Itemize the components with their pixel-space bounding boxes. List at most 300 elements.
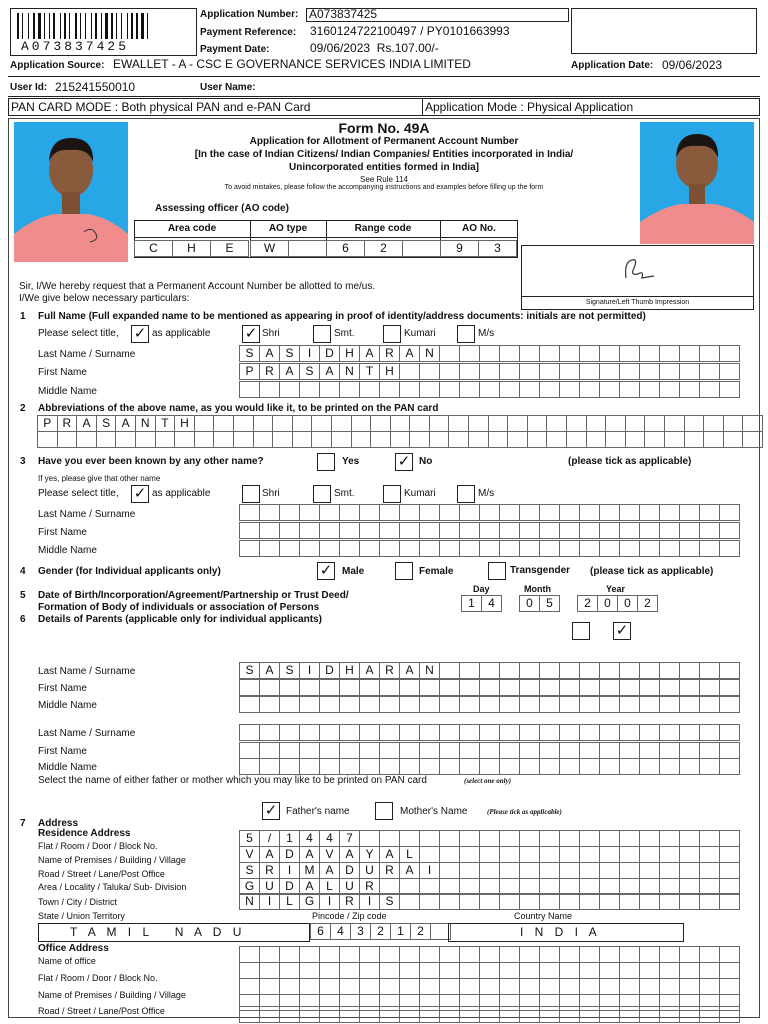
- range-code-cells[interactable]: [327, 240, 441, 257]
- char-cell[interactable]: [659, 846, 680, 863]
- char-cell[interactable]: [439, 893, 460, 910]
- char-cell[interactable]: [399, 1006, 420, 1023]
- char-cell[interactable]: [272, 415, 293, 432]
- char-cell[interactable]: [699, 696, 720, 713]
- char-cell[interactable]: [659, 742, 680, 759]
- char-cell[interactable]: [279, 742, 300, 759]
- char-cell[interactable]: A: [259, 662, 280, 679]
- char-cell[interactable]: [659, 540, 680, 557]
- s3-smt-checkbox[interactable]: [313, 485, 331, 503]
- char-cell[interactable]: [37, 431, 58, 448]
- char-cell[interactable]: A: [399, 862, 420, 879]
- char-cell[interactable]: [459, 662, 480, 679]
- char-cell[interactable]: [499, 522, 520, 539]
- char-cell[interactable]: [527, 415, 548, 432]
- char-cell[interactable]: [679, 724, 700, 741]
- char-cell[interactable]: 1: [390, 923, 411, 940]
- char-cell[interactable]: [239, 1006, 260, 1023]
- char-cell[interactable]: [479, 662, 500, 679]
- char-cell[interactable]: [239, 946, 260, 963]
- char-cell[interactable]: [579, 962, 600, 979]
- char-cell[interactable]: [559, 962, 580, 979]
- s3-shri-checkbox[interactable]: [242, 485, 260, 503]
- char-cell[interactable]: S: [299, 363, 320, 380]
- char-cell[interactable]: [579, 679, 600, 696]
- char-cell[interactable]: [499, 363, 520, 380]
- s3-ms-checkbox[interactable]: [457, 485, 475, 503]
- char-cell[interactable]: [559, 540, 580, 557]
- char-cell[interactable]: [619, 978, 640, 995]
- s3-kumari-checkbox[interactable]: [383, 485, 401, 503]
- char-cell[interactable]: [639, 662, 660, 679]
- char-cell[interactable]: [605, 431, 626, 448]
- s2-abbr-row1[interactable]: [38, 415, 763, 432]
- char-cell[interactable]: [379, 696, 400, 713]
- char-cell[interactable]: L: [319, 878, 340, 895]
- char-cell[interactable]: [499, 1006, 520, 1023]
- char-cell[interactable]: [699, 742, 720, 759]
- s3-last-cells[interactable]: [240, 504, 740, 521]
- char-cell[interactable]: [479, 830, 500, 847]
- char-cell[interactable]: [299, 381, 320, 398]
- char-cell[interactable]: [272, 431, 293, 448]
- s5-month-cells[interactable]: [520, 595, 560, 612]
- char-cell[interactable]: [439, 381, 460, 398]
- char-cell[interactable]: [279, 758, 300, 775]
- char-cell[interactable]: T: [359, 363, 380, 380]
- char-cell[interactable]: P: [37, 415, 58, 432]
- char-cell[interactable]: [279, 381, 300, 398]
- char-cell[interactable]: [599, 679, 620, 696]
- char-cell[interactable]: [659, 978, 680, 995]
- char-cell[interactable]: [559, 846, 580, 863]
- char-cell[interactable]: [579, 893, 600, 910]
- char-cell[interactable]: [719, 758, 740, 775]
- char-cell[interactable]: [659, 1006, 680, 1023]
- char-cell[interactable]: [539, 724, 560, 741]
- char-cell[interactable]: [419, 893, 440, 910]
- char-cell[interactable]: A: [399, 662, 420, 679]
- char-cell[interactable]: [479, 846, 500, 863]
- char-cell[interactable]: H: [379, 363, 400, 380]
- char-cell[interactable]: [499, 540, 520, 557]
- char-cell[interactable]: [639, 522, 660, 539]
- char-cell[interactable]: [619, 946, 640, 963]
- char-cell[interactable]: D: [319, 662, 340, 679]
- char-cell[interactable]: [259, 504, 280, 521]
- char-cell[interactable]: [539, 504, 560, 521]
- char-cell[interactable]: [239, 522, 260, 539]
- char-cell[interactable]: [399, 978, 420, 995]
- char-cell[interactable]: [719, 696, 740, 713]
- s3-first-cells[interactable]: [240, 522, 740, 539]
- char-cell[interactable]: [359, 962, 380, 979]
- char-cell[interactable]: [419, 504, 440, 521]
- char-cell[interactable]: [586, 431, 607, 448]
- char-cell[interactable]: [359, 742, 380, 759]
- char-cell[interactable]: [299, 504, 320, 521]
- char-cell[interactable]: V: [239, 846, 260, 863]
- char-cell[interactable]: [479, 978, 500, 995]
- char-cell[interactable]: [499, 978, 520, 995]
- char-cell[interactable]: [319, 504, 340, 521]
- char-cell[interactable]: [351, 431, 372, 448]
- ao-type-cells[interactable]: [251, 240, 327, 257]
- char-cell[interactable]: [659, 862, 680, 879]
- char-cell[interactable]: [419, 1006, 440, 1023]
- char-cell[interactable]: [233, 431, 254, 448]
- char-cell[interactable]: [299, 1006, 320, 1023]
- char-cell[interactable]: [699, 846, 720, 863]
- char-cell[interactable]: [279, 962, 300, 979]
- s1-middle-cells[interactable]: [240, 381, 740, 398]
- char-cell[interactable]: [439, 504, 460, 521]
- s7-office-name-row1[interactable]: [240, 946, 740, 963]
- char-cell[interactable]: [499, 830, 520, 847]
- char-cell[interactable]: [459, 679, 480, 696]
- char-cell[interactable]: [519, 363, 540, 380]
- char-cell[interactable]: [599, 1006, 620, 1023]
- char-cell[interactable]: [57, 431, 78, 448]
- char-cell[interactable]: [339, 758, 360, 775]
- char-cell[interactable]: [359, 830, 380, 847]
- char-cell[interactable]: [599, 662, 620, 679]
- s1-first-cells[interactable]: [240, 363, 740, 380]
- char-cell[interactable]: [519, 758, 540, 775]
- char-cell[interactable]: [664, 431, 685, 448]
- char-cell[interactable]: 2: [410, 923, 431, 940]
- char-cell[interactable]: [499, 893, 520, 910]
- char-cell[interactable]: S: [379, 893, 400, 910]
- char-cell[interactable]: I: [359, 893, 380, 910]
- char-cell[interactable]: [194, 415, 215, 432]
- s4-transgender-checkbox[interactable]: [488, 562, 506, 580]
- char-cell[interactable]: [439, 846, 460, 863]
- char-cell[interactable]: [579, 830, 600, 847]
- char-cell[interactable]: [468, 431, 489, 448]
- char-cell[interactable]: U: [339, 878, 360, 895]
- char-cell[interactable]: [339, 742, 360, 759]
- char-cell[interactable]: [279, 1006, 300, 1023]
- char-cell[interactable]: [419, 946, 440, 963]
- char-cell[interactable]: H: [339, 662, 360, 679]
- char-cell[interactable]: [579, 862, 600, 879]
- char-cell[interactable]: [499, 724, 520, 741]
- char-cell[interactable]: [439, 946, 460, 963]
- char-cell[interactable]: [659, 830, 680, 847]
- char-cell[interactable]: N: [239, 893, 260, 910]
- char-cell[interactable]: [539, 893, 560, 910]
- char-cell[interactable]: R: [359, 878, 380, 895]
- char-cell[interactable]: [579, 696, 600, 713]
- char-cell[interactable]: [559, 758, 580, 775]
- char-cell[interactable]: [639, 679, 660, 696]
- char-cell[interactable]: [579, 758, 600, 775]
- char-cell[interactable]: [519, 522, 540, 539]
- char-cell[interactable]: [539, 742, 560, 759]
- char-cell[interactable]: U: [259, 878, 280, 895]
- char-cell[interactable]: [659, 724, 680, 741]
- char-cell[interactable]: [459, 978, 480, 995]
- char-cell[interactable]: [239, 381, 260, 398]
- char-cell[interactable]: [439, 962, 460, 979]
- char-cell[interactable]: [699, 946, 720, 963]
- char-cell[interactable]: [419, 742, 440, 759]
- char-cell[interactable]: [699, 522, 720, 539]
- char-cell[interactable]: [419, 978, 440, 995]
- char-cell[interactable]: [719, 978, 740, 995]
- char-cell[interactable]: [579, 504, 600, 521]
- char-cell[interactable]: S: [239, 345, 260, 362]
- char-cell[interactable]: I: [299, 662, 320, 679]
- char-cell[interactable]: [96, 431, 117, 448]
- char-cell[interactable]: [519, 893, 540, 910]
- char-cell[interactable]: S: [96, 415, 117, 432]
- char-cell[interactable]: [559, 862, 580, 879]
- char-cell[interactable]: [359, 946, 380, 963]
- char-cell[interactable]: [619, 962, 640, 979]
- char-cell[interactable]: [539, 862, 560, 879]
- char-cell[interactable]: [319, 522, 340, 539]
- char-cell[interactable]: A: [319, 862, 340, 879]
- char-cell[interactable]: [699, 1006, 720, 1023]
- char-cell[interactable]: [319, 540, 340, 557]
- char-cell[interactable]: [379, 962, 400, 979]
- char-cell[interactable]: [399, 522, 420, 539]
- char-cell[interactable]: [155, 431, 176, 448]
- char-cell[interactable]: [379, 381, 400, 398]
- char-cell[interactable]: [399, 962, 420, 979]
- char-cell[interactable]: [625, 415, 646, 432]
- char-cell[interactable]: [459, 742, 480, 759]
- char-cell[interactable]: [299, 946, 320, 963]
- char-cell[interactable]: [479, 381, 500, 398]
- char-cell[interactable]: [459, 345, 480, 362]
- char-cell[interactable]: [519, 846, 540, 863]
- char-cell[interactable]: [719, 742, 740, 759]
- char-cell[interactable]: 0: [597, 595, 618, 612]
- char-cell[interactable]: [359, 978, 380, 995]
- char-cell[interactable]: [259, 742, 280, 759]
- char-cell[interactable]: [699, 893, 720, 910]
- char-cell[interactable]: N: [419, 662, 440, 679]
- char-cell[interactable]: 6: [326, 240, 365, 257]
- char-cell[interactable]: A: [299, 878, 320, 895]
- char-cell[interactable]: [499, 679, 520, 696]
- char-cell[interactable]: A: [76, 415, 97, 432]
- char-cell[interactable]: [699, 504, 720, 521]
- char-cell[interactable]: [619, 504, 640, 521]
- char-cell[interactable]: [679, 758, 700, 775]
- char-cell[interactable]: D: [339, 862, 360, 879]
- char-cell[interactable]: [479, 1006, 500, 1023]
- char-cell[interactable]: [429, 431, 450, 448]
- char-cell[interactable]: [259, 1006, 280, 1023]
- char-cell[interactable]: [379, 504, 400, 521]
- char-cell[interactable]: [539, 381, 560, 398]
- char-cell[interactable]: [546, 431, 567, 448]
- char-cell[interactable]: [339, 946, 360, 963]
- char-cell[interactable]: [519, 946, 540, 963]
- char-cell[interactable]: [409, 415, 430, 432]
- char-cell[interactable]: [459, 381, 480, 398]
- char-cell[interactable]: [299, 724, 320, 741]
- area-code-cells[interactable]: [135, 240, 249, 257]
- char-cell[interactable]: [699, 724, 720, 741]
- char-cell[interactable]: [619, 758, 640, 775]
- char-cell[interactable]: [379, 830, 400, 847]
- char-cell[interactable]: [719, 345, 740, 362]
- char-cell[interactable]: [359, 381, 380, 398]
- s4-female-checkbox[interactable]: [395, 562, 413, 580]
- char-cell[interactable]: [599, 540, 620, 557]
- char-cell[interactable]: [679, 962, 700, 979]
- char-cell[interactable]: [579, 1006, 600, 1023]
- char-cell[interactable]: [359, 522, 380, 539]
- s7-office-road-cells[interactable]: [240, 1006, 740, 1023]
- char-cell[interactable]: [239, 696, 260, 713]
- char-cell[interactable]: [527, 431, 548, 448]
- char-cell[interactable]: [539, 758, 560, 775]
- char-cell[interactable]: G: [299, 893, 320, 910]
- char-cell[interactable]: [559, 381, 580, 398]
- char-cell[interactable]: [539, 1006, 560, 1023]
- char-cell[interactable]: [679, 662, 700, 679]
- char-cell[interactable]: [559, 696, 580, 713]
- char-cell[interactable]: [76, 431, 97, 448]
- char-cell[interactable]: [259, 381, 280, 398]
- char-cell[interactable]: S: [239, 662, 260, 679]
- char-cell[interactable]: [311, 431, 332, 448]
- char-cell[interactable]: [399, 696, 420, 713]
- char-cell[interactable]: [439, 758, 460, 775]
- char-cell[interactable]: [379, 724, 400, 741]
- char-cell[interactable]: [719, 363, 740, 380]
- char-cell[interactable]: [679, 504, 700, 521]
- char-cell[interactable]: [479, 758, 500, 775]
- char-cell[interactable]: A: [115, 415, 136, 432]
- char-cell[interactable]: [439, 724, 460, 741]
- char-cell[interactable]: /: [259, 830, 280, 847]
- char-cell[interactable]: [402, 240, 441, 257]
- char-cell[interactable]: [419, 381, 440, 398]
- char-cell[interactable]: [579, 742, 600, 759]
- char-cell[interactable]: E: [210, 240, 249, 257]
- char-cell[interactable]: [539, 696, 560, 713]
- char-cell[interactable]: [279, 540, 300, 557]
- char-cell[interactable]: [253, 431, 274, 448]
- char-cell[interactable]: [659, 893, 680, 910]
- char-cell[interactable]: [299, 540, 320, 557]
- char-cell[interactable]: [459, 946, 480, 963]
- char-cell[interactable]: [579, 540, 600, 557]
- char-cell[interactable]: S: [279, 345, 300, 362]
- char-cell[interactable]: [519, 345, 540, 362]
- char-cell[interactable]: [619, 724, 640, 741]
- char-cell[interactable]: [499, 696, 520, 713]
- char-cell[interactable]: P: [239, 363, 260, 380]
- char-cell[interactable]: [539, 846, 560, 863]
- char-cell[interactable]: [644, 431, 665, 448]
- char-cell[interactable]: 9: [440, 240, 479, 257]
- char-cell[interactable]: [719, 846, 740, 863]
- char-cell[interactable]: [719, 830, 740, 847]
- char-cell[interactable]: [339, 679, 360, 696]
- char-cell[interactable]: U: [359, 862, 380, 879]
- char-cell[interactable]: [479, 540, 500, 557]
- char-cell[interactable]: [719, 1006, 740, 1023]
- char-cell[interactable]: [479, 724, 500, 741]
- char-cell[interactable]: [619, 846, 640, 863]
- s5-day-cells[interactable]: [462, 595, 502, 612]
- char-cell[interactable]: C: [134, 240, 173, 257]
- char-cell[interactable]: [468, 415, 489, 432]
- char-cell[interactable]: [339, 696, 360, 713]
- char-cell[interactable]: [519, 696, 540, 713]
- char-cell[interactable]: [559, 742, 580, 759]
- char-cell[interactable]: [639, 724, 660, 741]
- char-cell[interactable]: T: [155, 415, 176, 432]
- char-cell[interactable]: [619, 862, 640, 879]
- char-cell[interactable]: [679, 522, 700, 539]
- char-cell[interactable]: [499, 381, 520, 398]
- char-cell[interactable]: [719, 540, 740, 557]
- char-cell[interactable]: [539, 946, 560, 963]
- char-cell[interactable]: [679, 742, 700, 759]
- char-cell[interactable]: 5: [539, 595, 560, 612]
- char-cell[interactable]: [239, 978, 260, 995]
- char-cell[interactable]: [619, 540, 640, 557]
- char-cell[interactable]: [699, 830, 720, 847]
- char-cell[interactable]: [399, 381, 420, 398]
- char-cell[interactable]: [499, 504, 520, 521]
- char-cell[interactable]: [639, 830, 660, 847]
- s7-office-name-row2[interactable]: [240, 962, 740, 979]
- char-cell[interactable]: 3: [478, 240, 517, 257]
- char-cell[interactable]: [619, 363, 640, 380]
- char-cell[interactable]: [259, 679, 280, 696]
- char-cell[interactable]: [319, 978, 340, 995]
- char-cell[interactable]: [619, 662, 640, 679]
- char-cell[interactable]: [331, 431, 352, 448]
- char-cell[interactable]: [519, 662, 540, 679]
- char-cell[interactable]: [659, 679, 680, 696]
- char-cell[interactable]: [419, 696, 440, 713]
- char-cell[interactable]: [339, 522, 360, 539]
- char-cell[interactable]: [419, 962, 440, 979]
- char-cell[interactable]: [599, 345, 620, 362]
- char-cell[interactable]: [619, 381, 640, 398]
- char-cell[interactable]: [703, 415, 724, 432]
- char-cell[interactable]: [279, 696, 300, 713]
- char-cell[interactable]: [279, 946, 300, 963]
- char-cell[interactable]: [319, 381, 340, 398]
- char-cell[interactable]: [479, 504, 500, 521]
- char-cell[interactable]: [399, 946, 420, 963]
- s6-father-middle-cells[interactable]: [240, 696, 740, 713]
- s1-ms-checkbox[interactable]: [457, 325, 475, 343]
- char-cell[interactable]: [319, 946, 340, 963]
- char-cell[interactable]: [684, 415, 705, 432]
- char-cell[interactable]: [370, 431, 391, 448]
- char-cell[interactable]: I: [299, 345, 320, 362]
- char-cell[interactable]: [519, 679, 540, 696]
- char-cell[interactable]: [659, 381, 680, 398]
- char-cell[interactable]: [439, 742, 460, 759]
- char-cell[interactable]: [559, 679, 580, 696]
- char-cell[interactable]: [579, 381, 600, 398]
- s7-road-cells[interactable]: [240, 862, 740, 879]
